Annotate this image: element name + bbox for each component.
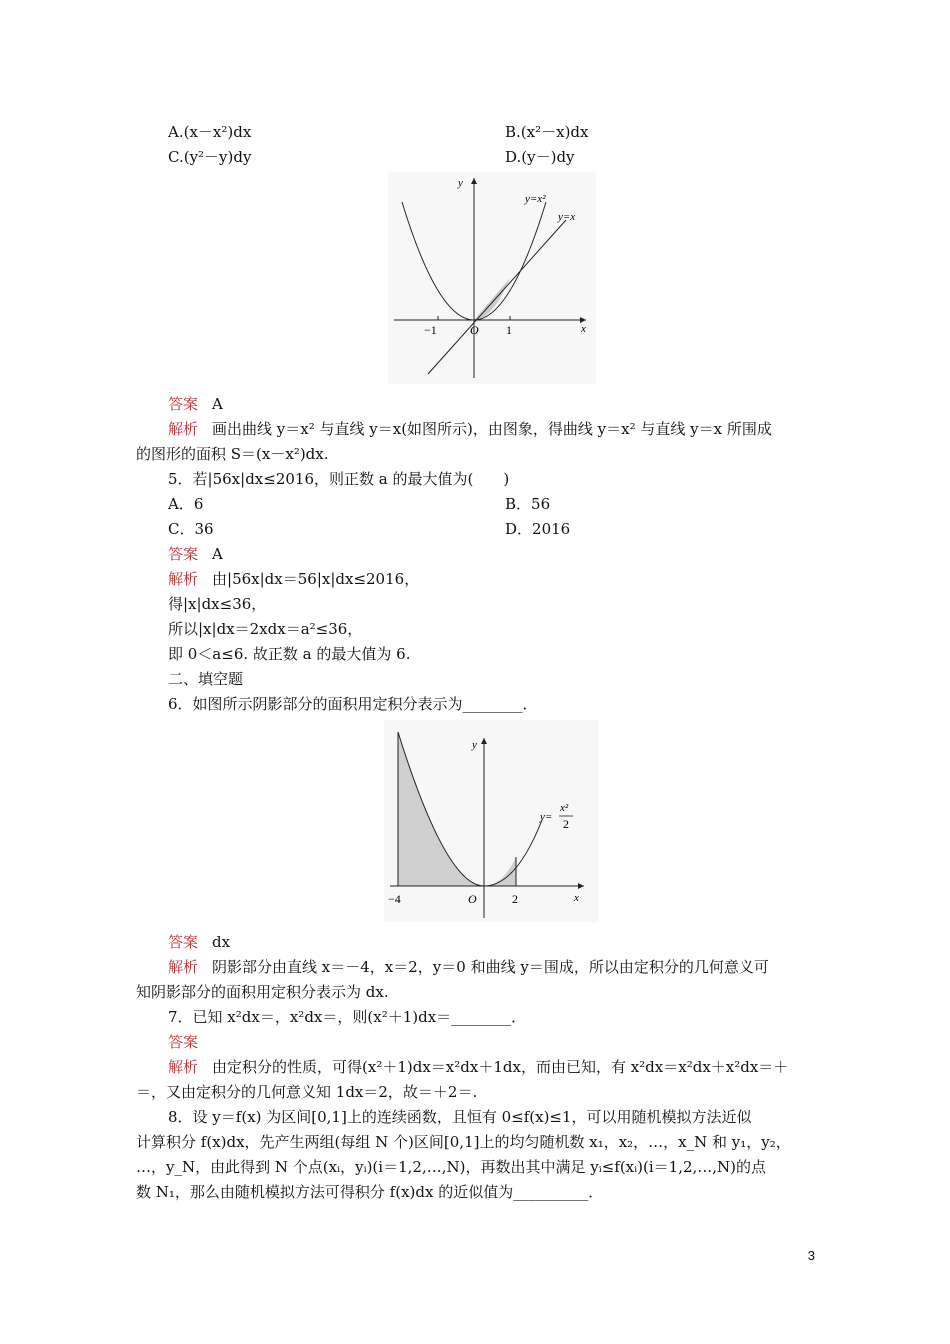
q8-line-2: 计算积分 f(x)dx，先产生两组(每组 N 个)区间[0,1]上的均匀随机数 x₁，x₂，…，x_N 和 y₁，y₂，	[136, 1133, 791, 1151]
q5-stem: 5．若|56x|dx≤2016，则正数 a 的最大值为( )	[168, 470, 510, 488]
q4-option-d: D.(y－)dy	[505, 148, 575, 166]
q5-option-d: D．2016	[505, 520, 571, 538]
page-number: 3	[807, 1248, 815, 1263]
figure-parabola-line	[388, 172, 596, 384]
q4-option-c: C.(y²－y)dy	[168, 148, 252, 166]
q7-analysis-row	[168, 1057, 788, 1077]
figure-half-parabola	[384, 720, 598, 922]
fig2-x-label: x	[574, 892, 579, 904]
fig2-tick-2: 2	[512, 892, 518, 906]
q5-analysis-1: 由|56x|dx＝56|x|dx≤2016，	[212, 570, 420, 588]
fig1-curve-label: y=x²	[525, 193, 546, 205]
q6-stem: 6．如图所示阴影部分的面积用定积分表示为________．	[168, 695, 538, 713]
analysis-label: 解析	[168, 420, 199, 438]
q8-line-3: …，y_N，由此得到 N 个点(xᵢ，yᵢ)(i＝1,2,…,N)，再数出其中满足 yᵢ≤f(xᵢ)(i＝1,2,…,N)的点	[136, 1158, 767, 1176]
q5-analysis-3: 所以|x|dx＝2xdx＝a²≤36，	[168, 620, 363, 638]
fig1-line-label: y=x	[558, 211, 576, 223]
answer-label: 答案	[168, 395, 199, 413]
fig2-curve-label-y: y=	[540, 811, 553, 823]
q8-line-4: 数 N₁，那么由随机模拟方法可得积分 f(x)dx 的近似值为__________．	[136, 1183, 604, 1201]
fig1-tick-1: 1	[506, 323, 512, 337]
q7-analysis-1: 由定积分的性质，可得(x²＋1)dx＝x²dx＋1dx，而由已知，有 x²dx＝x²dx＋x²dx＝＋	[212, 1058, 789, 1076]
q4-analysis-row	[168, 419, 772, 439]
answer-label: 答案	[168, 1033, 199, 1051]
fig1-y-label: y	[458, 177, 463, 189]
answer-label: 答案	[168, 545, 199, 563]
q5-analysis-2: 得|x|dx≤36，	[168, 595, 267, 613]
fig1-tick-minus1: −1	[424, 323, 437, 337]
q4-option-a: A.(x－x²)dx	[168, 123, 252, 141]
analysis-label: 解析	[168, 958, 199, 976]
q5-analysis-4: 即 0＜a≤6. 故正数 a 的最大值为 6.	[168, 645, 411, 663]
q8-line-1: 8．设 y＝f(x) 为区间[0,1]上的连续函数，且恒有 0≤f(x)≤1，可以用随机模拟方法近似	[168, 1108, 752, 1126]
fig2-y-label: y	[472, 739, 477, 751]
fig1-x-label: x	[581, 323, 586, 335]
q5-option-a: A．6	[168, 495, 204, 513]
fig2-tick-origin: O	[468, 892, 477, 906]
q6-analysis-row	[168, 957, 769, 977]
q6-analysis-2: 知阴影部分的面积用定积分表示为 dx.	[136, 983, 389, 1001]
q5-option-c: C．36	[168, 520, 214, 538]
fig2-tick-minus4: −4	[388, 892, 401, 906]
q7-answer-row	[168, 1032, 198, 1052]
q4-analysis-2: 的图形的面积 S＝(x－x²)dx.	[136, 445, 329, 463]
q6-analysis-1: 阴影部分由直线 x＝－4，x＝2，y＝0 和曲线 y＝围成，所以由定积分的几何意义可	[212, 958, 769, 976]
q7-stem: 7．已知 x²dx＝，x²dx＝，则(x²＋1)dx＝________．	[168, 1008, 527, 1026]
q5-answer-row	[168, 544, 223, 564]
section-heading: 二、填空题	[168, 670, 244, 688]
q5-analysis-row	[168, 569, 419, 589]
q7-analysis-2: ＝，又由定积分的几何意义知 1dx＝2，故＝＋2＝.	[136, 1083, 478, 1101]
analysis-label: 解析	[168, 1058, 199, 1076]
q4-option-b: B.(x²－x)dx	[505, 123, 589, 141]
analysis-label: 解析	[168, 570, 199, 588]
answer-label: 答案	[168, 933, 199, 951]
q4-answer-row	[168, 394, 223, 414]
q5-option-b: B．56	[505, 495, 551, 513]
q5-answer: A	[212, 545, 223, 563]
q4-analysis-1: 画出曲线 y＝x² 与直线 y＝x(如图所示)，由图象，得曲线 y＝x² 与直线 y＝x 所围成	[212, 420, 772, 438]
q4-answer: A	[212, 395, 223, 413]
fig1-tick-origin: O	[470, 323, 479, 337]
fig2-curve-label-den: 2	[563, 817, 569, 831]
q6-answer: dx	[212, 933, 231, 951]
fig2-curve-label-num: x²	[560, 802, 569, 814]
q6-answer-row	[168, 932, 230, 952]
